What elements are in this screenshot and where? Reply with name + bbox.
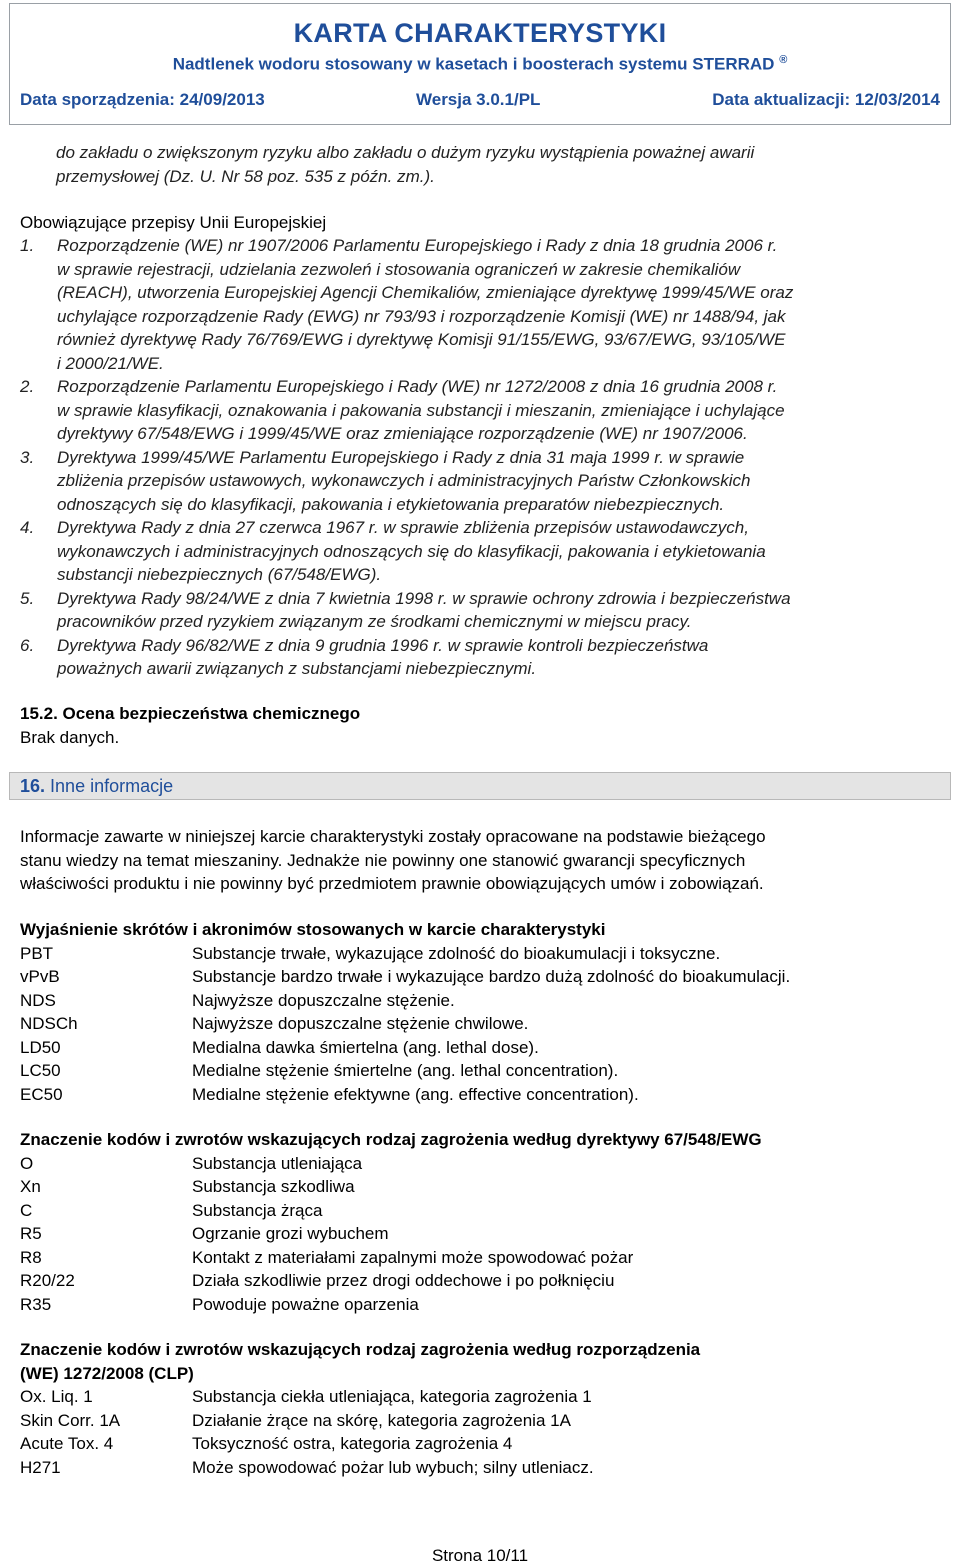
list-item-line: w sprawie rejestracji, udzielania zezwoleń i stosowania ograniczeń w zakresie chemikaliów (57, 259, 741, 279)
registered-mark: ® (779, 54, 788, 66)
list-item-number: 6. (20, 635, 35, 655)
hazard-class-code: Ox. Liq. 1 (20, 1387, 93, 1406)
hazard-desc: Substancja żrąca (192, 1200, 323, 1220)
table-row (20, 1083, 940, 1107)
abbr-desc: Najwyższe dopuszczalne stężenie chwilowe. (192, 1014, 529, 1033)
hazard-desc: Substancja utleniająca (192, 1153, 363, 1173)
list-item-line: odnoszących się do klasyfikacji, pakowania i etykietowania preparatów niebezpiecznych. (57, 494, 725, 514)
intro-line: do zakładu o zwiększonym ryzyku albo zakładu o dużym ryzyku wystąpienia poważnej awarii (56, 143, 755, 162)
hazard-code: C (20, 1200, 33, 1220)
list-item-line: również dyrektywę Rady 76/769/EWG i dyrektywę Komisji 91/155/EWG, 93/67/EWG, 93/105/WE (57, 330, 786, 349)
version-label: Wersja 3.0.1/PL (416, 90, 541, 109)
hazard-code: R5 (20, 1224, 42, 1243)
list-item (20, 634, 940, 681)
dsd-codes-heading: Znaczenie kodów i zwrotów wskazujących rodzaj zagrożenia według dyrektywy 67/548/EWG (20, 1130, 762, 1149)
table-row (20, 1059, 940, 1083)
table-row (20, 1222, 940, 1246)
list-item-line: pracowników przed ryzykiem związanym ze środkami chemicznymi w miejscu pracy. (57, 612, 692, 631)
dsd-codes-section (20, 1128, 940, 1316)
eu-regulations-heading: Obowiązujące przepisy Unii Europejskiej (20, 213, 327, 232)
list-item-number: 2. (20, 377, 35, 396)
clp-codes-heading: Znaczenie kodów i zwrotów wskazujących rodzaj zagrożenia według rozporządzenia (20, 1340, 701, 1359)
abbr-code: NDSCh (20, 1014, 78, 1033)
hazard-code: O (20, 1153, 34, 1173)
hazard-desc: Powoduje poważne oparzenia (192, 1294, 419, 1314)
paragraph-line: stanu wiedzy na temat mieszaniny. Jednakże nie powinny one stanowić gwarancji specyficznych (20, 850, 746, 870)
list-item (20, 587, 940, 634)
hazard-class-desc: Substancja ciekła utleniająca, kategoria zagrożenia 1 (192, 1387, 592, 1406)
list-item-line: dyrektywy 67/548/EWG i 1999/45/WE oraz zmieniające rozporządzenie (WE) nr 1907/2006. (57, 424, 748, 443)
list-item-line: uchylające rozporządzenie Rady (EWG) nr 793/93 i rozporządzenie Komisji (WE) nr 1488/94, jak (57, 306, 786, 326)
hazard-desc: Kontakt z materiałami zapalnymi może spowodować pożar (192, 1247, 634, 1267)
table-row (20, 1456, 940, 1480)
section-16-number: 16. (20, 776, 46, 796)
list-item-line: substancji niebezpiecznych (67/548/EWG). (57, 565, 382, 584)
hazard-code: Xn (20, 1177, 41, 1196)
section-16-title: Inne informacje (50, 776, 174, 796)
abbr-code: EC50 (20, 1084, 63, 1104)
list-item-line: Dyrektywa Rady z dnia 27 czerwca 1967 r. w sprawie zbliżenia przepisów ustawodawczych, (57, 518, 749, 537)
table-row (20, 1036, 940, 1060)
list-item-line: i 2000/21/WE. (57, 353, 164, 373)
product-name-text: Nadtlenek wodoru stosowany w kasetach i boosterach systemu STERRAD (172, 54, 775, 74)
list-item-line: w sprawie klasyfikacji, oznakowania i pakowania substancji i mieszanin, zmieniające i uchylające (57, 400, 785, 420)
list-item-line: Dyrektywa Rady 96/82/WE z dnia 9 grudnia 1996 r. w sprawie kontroli bezpieczeństwa (57, 635, 709, 655)
section-16-paragraph (20, 825, 766, 896)
list-item-line: (REACH), utworzenia Europejskiej Agencji Chemikaliów, zmieniające dyrektywę 1999/45/WE oraz (57, 283, 794, 302)
table-row (20, 1432, 940, 1456)
table-row (20, 965, 940, 989)
abbr-code: LC50 (20, 1061, 61, 1080)
paragraph-line: właściwości produktu i nie powinny być przedmiotem prawnie obowiązujących umów i zobowiązań. (20, 874, 764, 893)
clp-codes-heading-line2: (WE) 1272/2008 (CLP) (20, 1363, 194, 1383)
abbr-code: LD50 (20, 1037, 61, 1057)
hazard-class-code: Skin Corr. 1A (20, 1410, 121, 1430)
table-row (20, 1012, 940, 1036)
intro-line: przemysłowej (Dz. U. Nr 58 poz. 535 z późn. zm.). (56, 166, 435, 186)
product-name (10, 54, 950, 75)
eu-regulations-list (20, 234, 940, 681)
list-item-line: Rozporządzenie (WE) nr 1907/2006 Parlamentu Europejskiego i Rady z dnia 18 grudnia 2006 r. (57, 236, 778, 255)
section-15-2 (20, 702, 360, 749)
section-15-2-text: Brak danych. (20, 727, 120, 747)
hazard-class-desc: Może spowodować pożar lub wybuch; silny utleniacz. (192, 1457, 594, 1477)
table-row (20, 1199, 940, 1223)
table-row (20, 1293, 940, 1317)
abbreviations-section (20, 918, 940, 1106)
table-row (20, 989, 940, 1013)
update-date: Data aktualizacji: 12/03/2014 (712, 90, 940, 109)
list-item-line: poważnych awarii związanych z substancjami niebezpiecznymi. (57, 659, 537, 678)
abbr-desc: Medialne stężenie śmiertelne (ang. lethal concentration). (192, 1061, 619, 1080)
list-item (20, 375, 940, 446)
table-row (20, 1246, 940, 1270)
table-row (20, 1152, 940, 1176)
section-15-2-heading: 15.2. Ocena bezpieczeństwa chemicznego (20, 704, 361, 723)
list-item-line: Dyrektywa Rady 98/24/WE z dnia 7 kwietnia 1998 r. w sprawie ochrony zdrowia i bezpieczeństwa (57, 588, 791, 608)
hazard-code: R35 (20, 1294, 52, 1314)
page-number: Strona 10/11 (431, 1546, 529, 1565)
hazard-class-code: Acute Tox. 4 (20, 1434, 114, 1453)
list-item-number: 3. (20, 447, 35, 467)
table-row (20, 1385, 940, 1409)
hazard-class-desc: Toksyczność ostra, kategoria zagrożenia 4 (192, 1434, 513, 1453)
list-item-line: Dyrektywa 1999/45/WE Parlamentu Europejskiego i Rady z dnia 31 maja 1999 r. w sprawie (57, 447, 745, 467)
abbr-desc: Medialne stężenie efektywne (ang. effective concentration). (192, 1084, 639, 1104)
table-row (20, 1175, 940, 1199)
hazard-desc: Działa szkodliwie przez drogi oddechowe i po połknięciu (192, 1271, 615, 1290)
list-item-line: wykonawczych i administracyjnych odnoszących się do klasyfikacji, pakowania i etykietowania (57, 541, 766, 561)
hazard-class-code: H271 (20, 1457, 61, 1477)
abbr-code: vPvB (20, 967, 60, 986)
list-item-line: Rozporządzenie Parlamentu Europejskiego i Rady (WE) nr 1272/2008 z dnia 16 grudnia 2008 r. (57, 377, 778, 396)
abbr-desc: Substancje bardzo trwałe i wykazujące bardzo dużą zdolność do bioakumulacji. (192, 967, 791, 986)
hazard-code: R20/22 (20, 1271, 75, 1290)
list-item-line: zbliżenia przepisów ustawowych, wykonawczych i administracyjnych Państw Członkowskich (57, 471, 751, 490)
abbreviations-heading: Wyjaśnienie skrótów i akronimów stosowanych w karcie charakterystyki (20, 920, 606, 939)
hazard-code: R8 (20, 1247, 42, 1267)
list-item-number: 5. (20, 588, 35, 608)
abbr-desc: Najwyższe dopuszczalne stężenie. (192, 990, 455, 1010)
abbr-code: PBT (20, 943, 54, 963)
document-header (9, 3, 951, 125)
list-item (20, 446, 940, 517)
clp-codes-section (20, 1338, 940, 1479)
hazard-desc: Substancja szkodliwa (192, 1177, 355, 1196)
hazard-desc: Ogrzanie grozi wybuchem (192, 1224, 389, 1243)
list-item (20, 234, 940, 375)
section-16-header (9, 772, 951, 800)
preparation-date: Data sporządzenia: 24/09/2013 (20, 90, 265, 109)
abbr-code: NDS (20, 990, 56, 1010)
abbr-desc: Medialna dawka śmiertelna (ang. lethal dose). (192, 1037, 539, 1057)
hazard-class-desc: Działanie żrące na skórę, kategoria zagrożenia 1A (192, 1410, 571, 1430)
table-row (20, 942, 940, 966)
table-row (20, 1409, 940, 1433)
list-item (20, 516, 940, 587)
list-item-number: 1. (20, 236, 35, 255)
document-title: KARTA CHARAKTERYSTYKI (293, 18, 667, 48)
abbr-desc: Substancje trwałe, wykazujące zdolność do bioakumulacji i toksyczne. (192, 943, 721, 963)
intro-text (56, 141, 754, 188)
paragraph-line: Informacje zawarte w niniejszej karcie charakterystyki zostały opracowane na podstawie bieżącego (20, 827, 766, 846)
list-item-number: 4. (20, 518, 35, 537)
table-row (20, 1269, 940, 1293)
